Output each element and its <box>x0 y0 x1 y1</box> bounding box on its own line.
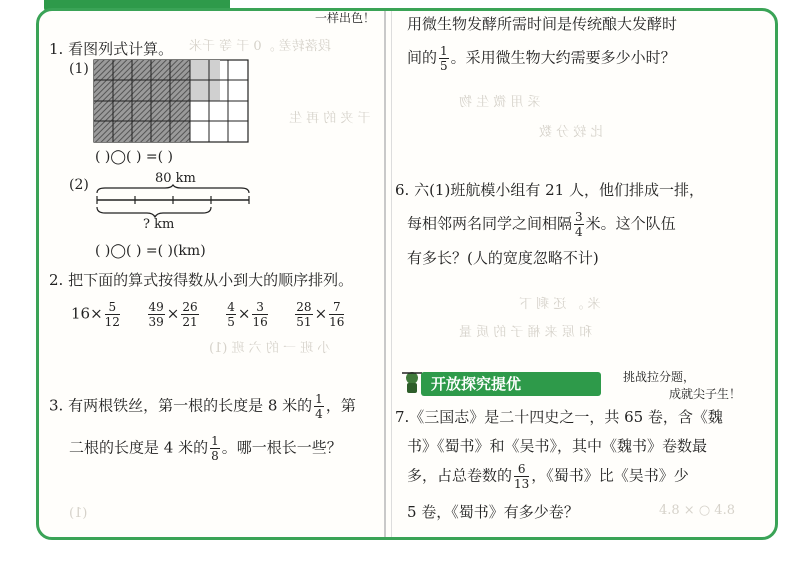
bleed-through-text: 采 用 微 生 物 <box>459 95 541 110</box>
fraction: $\frac{6}{13}$ <box>514 462 530 491</box>
fraction: $\frac{26}{21}$ <box>182 300 198 329</box>
distance-top-label: 80 km <box>155 171 196 186</box>
expr-1-whole: 16 <box>71 304 91 323</box>
fraction: $\frac{3}{16}$ <box>252 300 268 329</box>
q7-line-4: 5 卷，《蜀书》有多少卷？ <box>407 503 579 521</box>
bleed-through-text: 小 班 一 的 六 班 (1) <box>209 341 331 356</box>
q7-line-2: 书》《蜀书》和《吴书》，其中《魏书》卷数最 <box>407 437 708 455</box>
shaded-grid-figure <box>93 59 249 143</box>
q1-sub2-label: (2) <box>69 177 89 193</box>
times-sign: × <box>314 304 328 323</box>
fraction: $\frac{28}{51}$ <box>296 300 312 329</box>
times-sign: × <box>90 304 103 323</box>
q6-line-3: 有多长？(人的宽度忽略不计) <box>407 249 599 267</box>
q3-line-2: 二根的长度是 4 米的 $\frac{1}{8}$ 。哪一根长一些？ <box>69 434 342 463</box>
q5-line-1: 用微生物发酵所需时间是传统酿大发酵时 <box>407 15 678 33</box>
bleed-through-text: 米 。 还 剩 下 <box>519 297 601 312</box>
q1-sub1-label: (1) <box>69 61 89 77</box>
section-banner <box>399 369 609 397</box>
bleed-through-text: 4.8 × ○ 4.8 <box>659 503 735 518</box>
q6-line-1: 6. 六(1)班航模小组有 21 人，他们排成一排， <box>395 181 704 199</box>
fraction: $\frac{1}{5}$ <box>440 44 448 73</box>
page-gutter <box>384 11 386 537</box>
fraction: $\frac{5}{12}$ <box>104 300 120 329</box>
times-sign: × <box>237 304 251 323</box>
fraction: $\frac{7}{16}$ <box>329 300 345 329</box>
fraction: $\frac{4}{5}$ <box>227 300 235 329</box>
banner-slogan-1: 挑战拉分题， <box>623 370 696 384</box>
q6-line-2: 每相邻两名同学之间相隔 $\frac{3}{4}$ 米。这个队伍 <box>407 210 676 239</box>
q7-line-3: 多，占总卷数的 $\frac{6}{13}$ ，《蜀书》比《吴书》少 <box>407 462 689 491</box>
q2-expressions <box>71 301 346 328</box>
bleed-through-text: 段落转差 。0 干 等 千米 <box>189 39 331 54</box>
q1-answer-blank-2[interactable]: ( )◯( ) =( )(km) <box>95 243 206 259</box>
q7-line-1: 7.《三国志》是二十四史之一，共 65 卷，含《魏 <box>395 408 723 426</box>
distance-bottom-label: ? km <box>143 217 175 232</box>
page-gutter-line <box>391 11 392 537</box>
left-header-slogan: 一样出色！ <box>315 11 376 25</box>
fraction: $\frac{1}{4}$ <box>315 392 323 421</box>
q1-answer-blank-1[interactable]: ( )◯( ) =( ) <box>95 149 173 165</box>
times-sign: × <box>166 304 180 323</box>
q3-line-1: 3. 有两根铁丝，第一根的长度是 8 米的 $\frac{1}{4}$ ，第 <box>49 392 356 421</box>
bleed-through-text: (1) <box>69 506 88 521</box>
page-frame <box>36 8 778 540</box>
banner-title: 开放探究提优 <box>421 372 601 396</box>
banner-arrow-tip <box>589 372 601 396</box>
fraction: $\frac{1}{8}$ <box>211 434 219 463</box>
banner-slogan-2: 成就尖子生！ <box>669 387 742 401</box>
q5-line-2: 间的 $\frac{1}{5}$ 。采用微生物大约需要多少小时？ <box>407 44 676 73</box>
q2-title: 2. 把下面的算式按得数从小到大的顺序排列。 <box>49 271 354 289</box>
bleed-through-text: 和 原 来 桶 子 的 质 量 <box>459 325 592 340</box>
bleed-through-text: 干 夹 的 再 生 <box>289 111 371 126</box>
fraction: $\frac{3}{4}$ <box>575 210 583 239</box>
bleed-through-text: 比 较 分 数 <box>539 125 604 140</box>
fraction: $\frac{49}{39}$ <box>148 300 164 329</box>
q1-title: 1. 看图列式计算。 <box>49 40 174 58</box>
